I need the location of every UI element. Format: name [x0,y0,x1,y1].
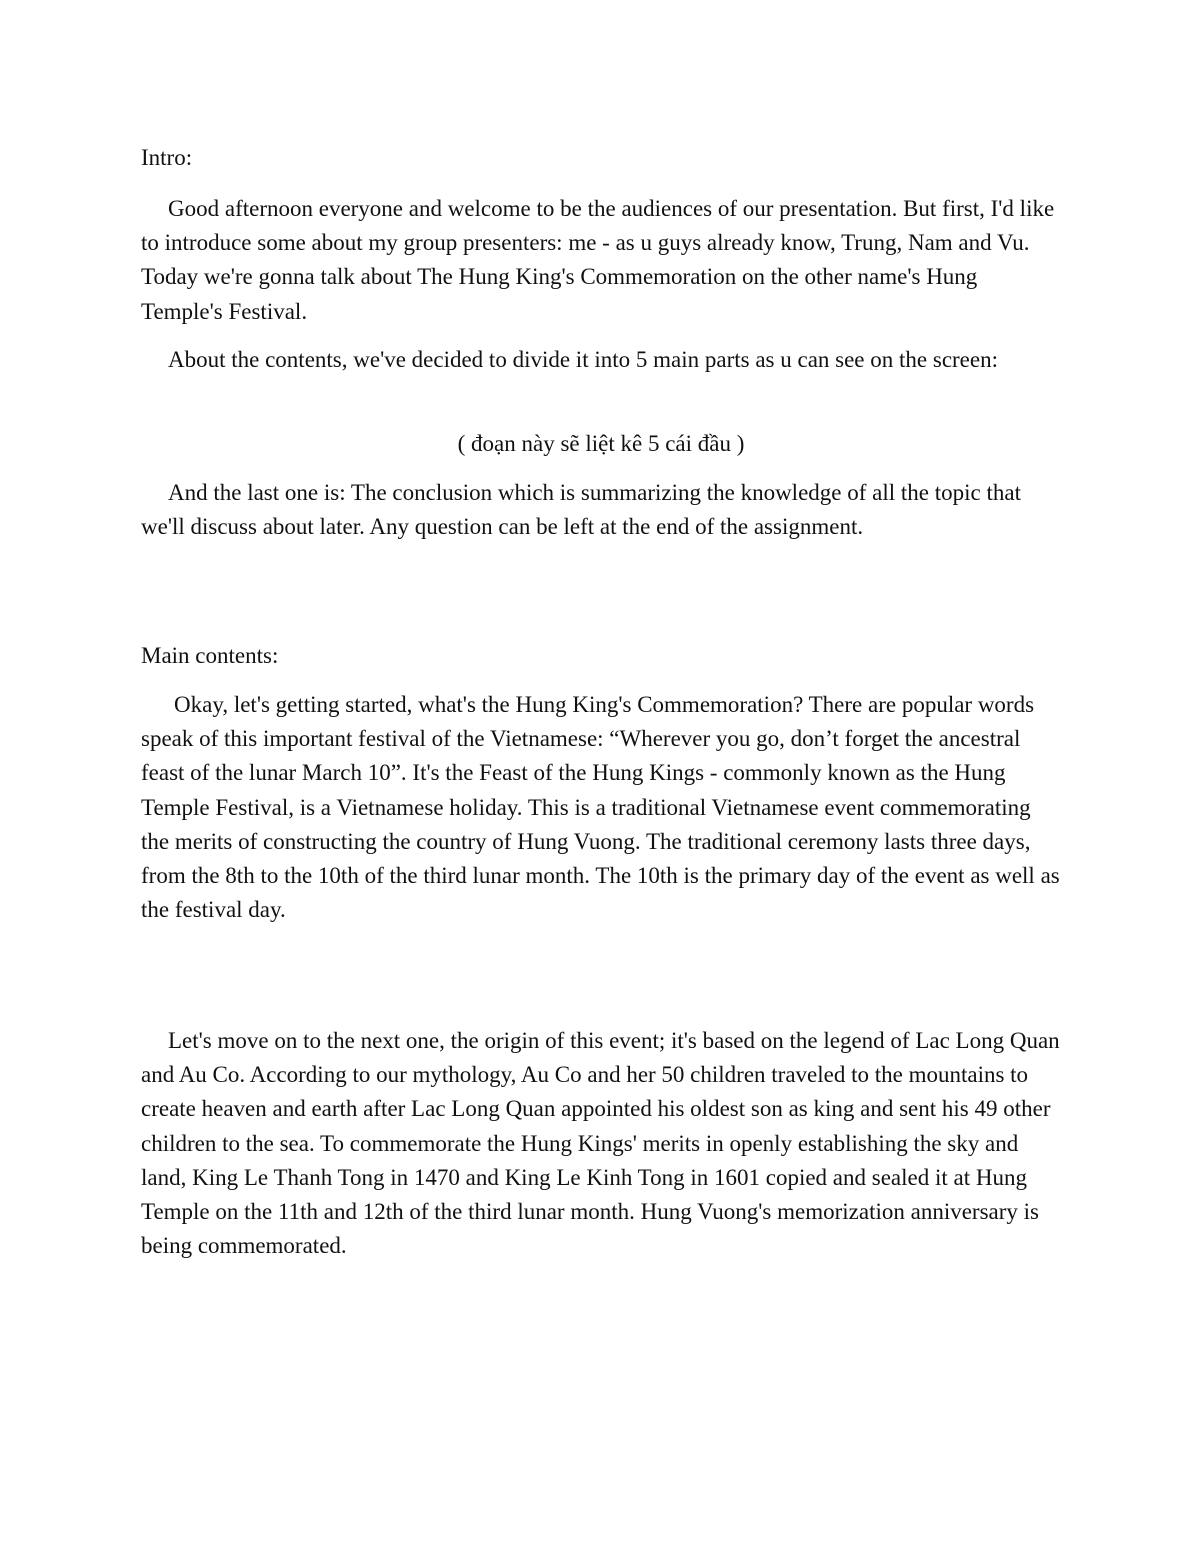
intro-heading: Intro: [141,145,193,170]
intro-paragraph-greeting: Good afternoon everyone and welcome to be the audiences of our presentation. But first, I'd like to introduce some about my group presenters: me - as u guys already know, Trung, Nam and Vu. Today we're gonna talk about The Hung King's Commemoration on the other name's Hung Temple's Festival. [141,196,1055,324]
main-contents-heading: Main contents: [141,643,279,668]
main-paragraph-definition: Okay, let's getting started, what's the Hung King's Commemoration? There are popular words speak of this important festival of the Vietnamese: “Wherever you go, don’t forget the ancestral feast of the lunar March 10”. It's the Feast of the Hung Kings - commonly known as the Hung Temple Festival, is a Vietnamese holiday. This is a traditional Vietnamese event commemorating the merits of constructing the country of Hung Vuong. The traditional ceremony lasts three days, from the 8th to the 10th of the third lunar month. The 10th is the primary day of the event as well as the festival day. [141,692,1060,923]
intro-placeholder-note: ( đoạn này sẽ liệt kê 5 cái đầu ) [457,431,745,456]
intro-paragraph-contents: About the contents, we've decided to divide it into 5 main parts as u can see on the screen: [168,347,998,372]
intro-paragraph-conclusion: And the last one is: The conclusion which is summarizing the knowledge of all the topic that we'll discuss about later. Any question can be left at the end of the assignment. [141,480,1021,540]
main-paragraph-origin: Let's move on to the next one, the origin of this event; it's based on the legend of Lac Long Quan and Au Co. According to our mythology, Au Co and her 50 children traveled to the mountains to create heaven and earth after Lac Long Quan appointed his oldest son as king and sent his 49 other children to the sea. To commemorate the Hung Kings' merits in openly establishing the sky and land, King Le Thanh Tong in 1470 and King Le Kinh Tong in 1601 copied and sealed it at Hung Temple on the 11th and 12th of the third lunar month. Hung Vuong's memorization anniversary is being commemorated. [141,1028,1060,1259]
